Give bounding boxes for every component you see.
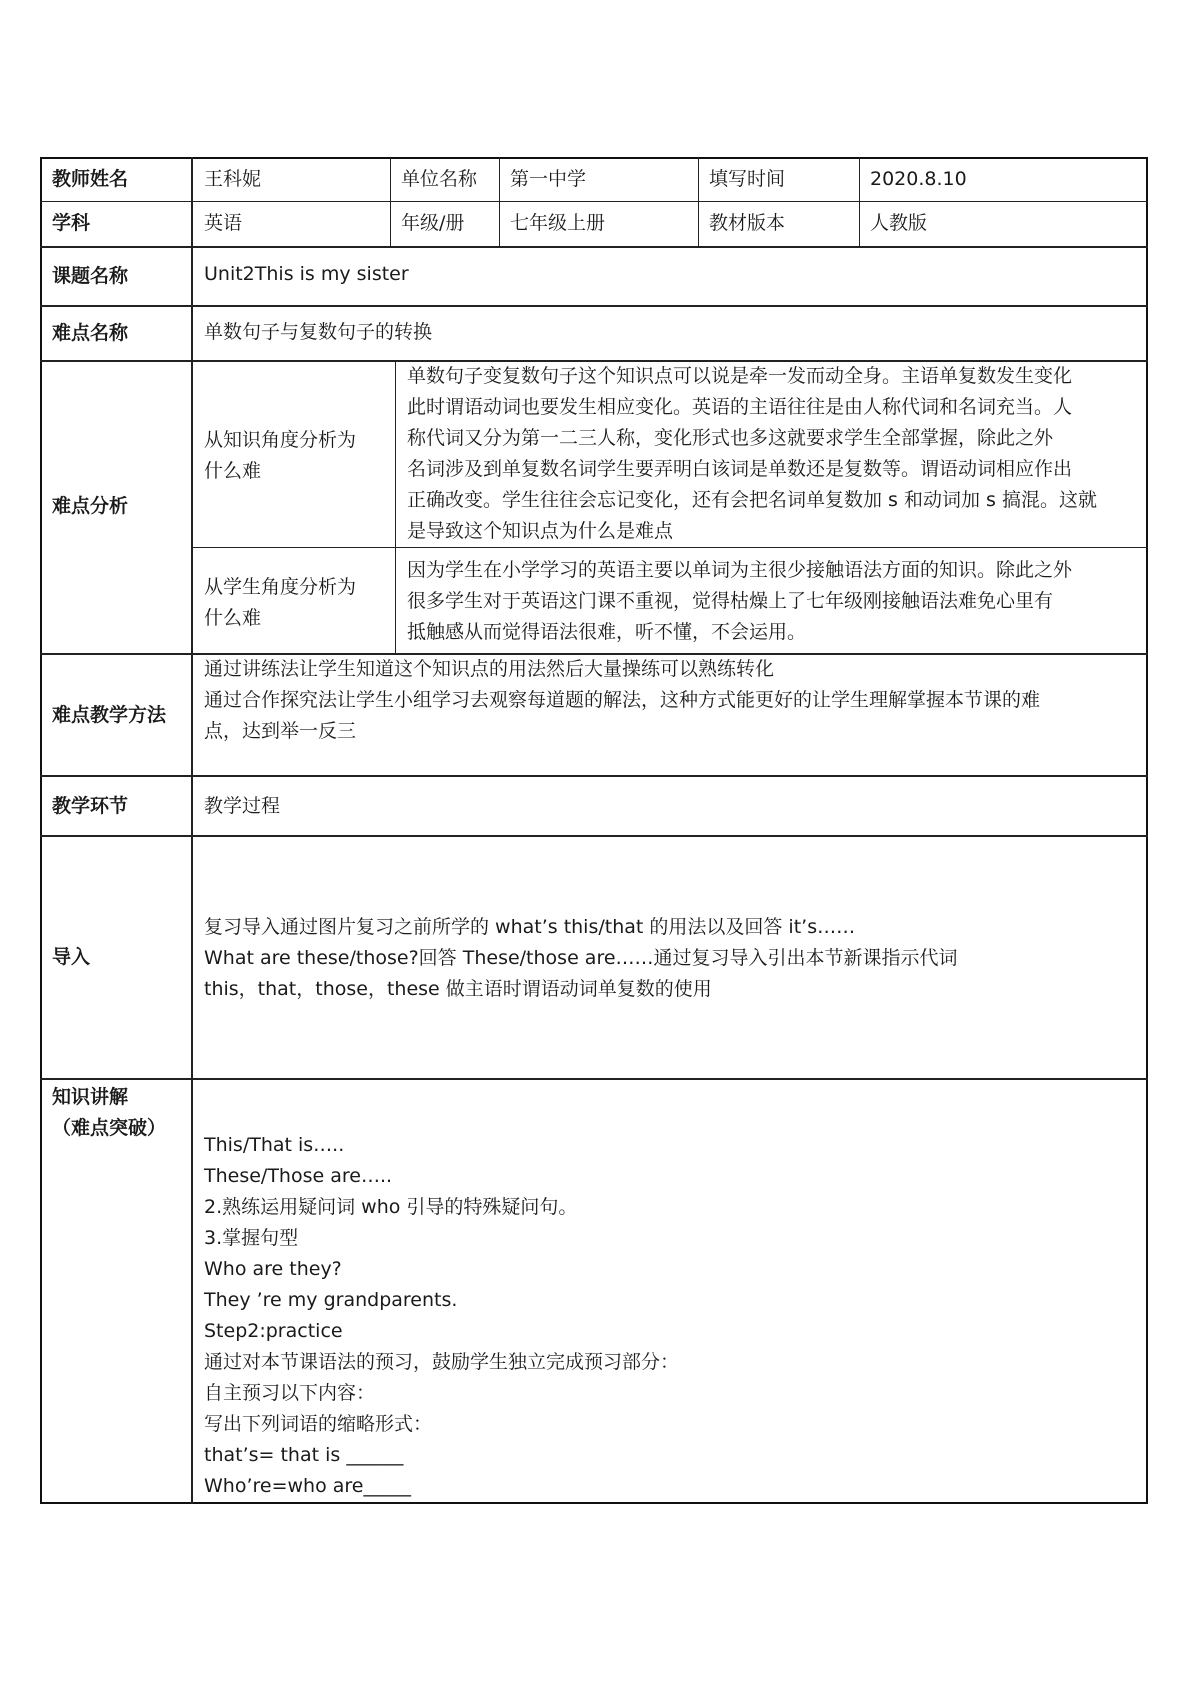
row-divider [40,246,1148,248]
method-text: 通过讲练法让学生知道这个知识点的用法然后大量操练可以熟练转化 通过合作探究法让学生小组学习去观察每道题的解法，这种方式能更好的让学生理解掌握本节课的难 点，达到举一反三 [204,658,1041,742]
grade-label: 年级/册 [401,212,465,234]
topic-value: Unit2This is my sister [204,263,409,285]
process-value: 教学过程 [204,795,281,817]
date-label: 填写时间 [709,168,786,190]
subject-value: 英语 [204,212,243,234]
knowledge-text: This/That is….. These/Those are….. 2.熟练运用疑问词 who 引导的特殊疑问句。 3.掌握句型 Who are they? They ’re my grandparents. Step2:practice 通过对本节课语法的预习，鼓励学生独立完成预习部分： 自主预习以下内容： 写出下列词语的缩略形式： that’s= that is ______ Who’re=who are_____ [204,1134,680,1497]
teacher-name-value: 王科妮 [204,168,262,190]
grade-value: 七年级上册 [510,212,606,234]
student-angle-label: 从学生角度分析为 什么难 [204,576,357,629]
col-divider [191,157,193,1504]
knowledge-label: 知识讲解 （难点突破） [52,1086,167,1139]
intro-label: 导入 [52,946,91,968]
unit-value: 第一中学 [510,168,587,190]
difficulty-value: 单数句子与复数句子的转换 [204,321,433,343]
subject-label: 学科 [52,212,91,234]
knowledge-angle-label: 从知识角度分析为 什么难 [204,429,357,482]
row-divider [40,201,1148,202]
topic-label: 课题名称 [52,265,129,287]
edition-value: 人教版 [870,212,928,234]
difficulty-label: 难点名称 [52,322,129,344]
intro-text: 复习导入通过图片复习之前所学的 what’s this/that 的用法以及回答 it’s…… What are these/those?回答 These/those are……通过复习导入引出本节新课指示代词 this，that，those，these 做主语时谓语动词单复数的使用 [204,916,958,1000]
knowledge-angle-text: 单数句子变复数句子这个知识点可以说是牵一发而动全身。主语单复数发生变化 此时谓语动词也要发生相应变化。英语的主语往往是由人称代词和名词充当。人 称代词又分为第一二三人称，变化形式也多这就要求学生全部掌握，除此之外 名词涉及到单复数名词学生要弄明白该词是单数还是复数等。谓语动词相应作出 正确改变。学生往往会忘记变化，还有会把名词单复数加 s 和动词加 s 搞混。这就 是导致这个知识点为什么是难点 [407,365,1097,542]
method-label: 难点教学方法 [52,704,167,726]
col-divider [395,360,396,653]
teacher-name-label: 教师姓名 [52,168,129,190]
row-divider [192,547,1148,548]
col-divider [859,157,860,246]
process-label: 教学环节 [52,795,129,817]
row-divider [40,835,1148,837]
date-value: 2020.8.10 [870,168,967,190]
unit-label: 单位名称 [401,168,478,190]
row-divider [40,775,1148,777]
student-angle-text: 因为学生在小学学习的英语主要以单词为主很少接触语法方面的知识。除此之外 很多学生对于英语这门课不重视，觉得枯燥上了七年级刚接触语法难免心里有 抵触感从而觉得语法很难，听不懂，不会运用。 [407,559,1073,643]
row-divider [40,1078,1148,1080]
col-divider [390,157,391,246]
edition-label: 教材版本 [709,212,786,234]
col-divider [499,157,500,246]
col-divider [698,157,699,246]
analysis-label: 难点分析 [52,495,129,517]
row-divider [40,305,1148,307]
